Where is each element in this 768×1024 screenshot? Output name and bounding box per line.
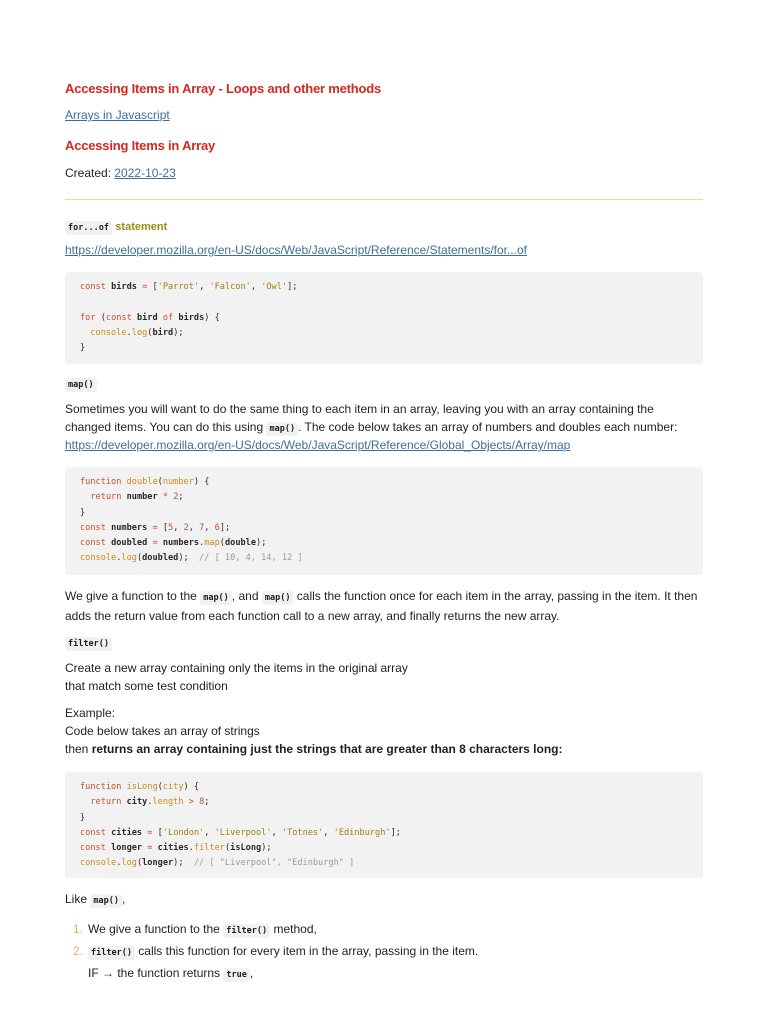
forof-mdn-link[interactable]: https://developer.mozilla.org/en-US/docs/Web/JavaScript/Reference/Statements/for...of xyxy=(65,243,528,257)
list-text: We give a function to the xyxy=(88,922,220,936)
divider xyxy=(65,199,703,200)
code-line xyxy=(80,295,688,310)
map-description xyxy=(65,400,703,438)
code-line: console.log(bird); xyxy=(90,327,184,338)
if-text: IF → the function returns xyxy=(88,966,221,980)
map-explanation xyxy=(65,587,703,625)
list-item xyxy=(65,919,703,941)
code-line: return number * 2; xyxy=(90,492,184,503)
example-label: Example: xyxy=(65,706,116,720)
if-code: true xyxy=(223,968,249,982)
list-item xyxy=(65,963,703,985)
if-comma: , xyxy=(249,966,254,980)
map-expl-text-3: calls the function once for each item in the array, passing in the item. It then adds the return value from each function call to a new array, and finally returns the new array. xyxy=(65,589,698,623)
map-inline-code: map() xyxy=(262,591,294,605)
section-heading: Accessing Items in Array xyxy=(65,138,216,153)
map-expl-text: We give a function to the xyxy=(65,589,197,603)
list-code: filter() xyxy=(88,946,135,960)
list-number: 2. xyxy=(73,944,84,958)
code-line: } xyxy=(80,507,86,518)
filter-desc-line: Create a new array containing only the items in the original array xyxy=(65,661,408,675)
list-item xyxy=(65,941,703,963)
filter-heading-code: filter() xyxy=(65,637,112,651)
code-line: return city.length > 8; xyxy=(90,797,210,808)
code-line: for (const bird of birds) { xyxy=(80,312,220,323)
created-date-link[interactable]: 2022-10-23 xyxy=(114,166,176,180)
code-block-map xyxy=(65,467,703,575)
code-line: } xyxy=(80,343,86,354)
example-then: then xyxy=(65,742,89,756)
code-line: console.log(longer); // [ "Liverpool", "Edinburgh" ] xyxy=(80,858,355,869)
code-line: const longer = cities.filter(isLong); xyxy=(80,843,272,854)
filter-steps-list xyxy=(65,919,703,985)
code-line: console.log(doubled); // [ 10, 4, 14, 12 ] xyxy=(80,553,303,564)
map-heading xyxy=(65,374,703,394)
forof-code: for...of xyxy=(65,221,112,235)
code-line: const birds = ['Parrot', 'Falcon', 'Owl']; xyxy=(80,282,298,292)
map-desc-text: Sometimes you will want to do the same thing to each item in an array, leaving you with an array containing the changed items. You can do this using xyxy=(65,402,654,434)
code-line: } xyxy=(80,812,86,823)
map-heading-code: map() xyxy=(65,378,97,392)
code-line: const numbers = [5, 2, 7, 6]; xyxy=(80,522,231,533)
code-block-filter xyxy=(65,772,703,878)
code-block-forof xyxy=(65,272,703,364)
map-inline-code: map() xyxy=(200,591,232,605)
filter-example xyxy=(65,704,703,758)
forof-label: statement xyxy=(115,221,168,233)
list-text: calls this function for every item in the array, passing in the item. xyxy=(138,944,479,958)
example-bold: returns an array containing just the strings that are greater than 8 characters long: xyxy=(91,742,563,756)
forof-heading xyxy=(65,217,703,237)
filter-description xyxy=(65,659,703,695)
map-inline-code: map() xyxy=(266,422,298,436)
code-line: const doubled = numbers.map(double); xyxy=(80,538,267,549)
map-expl-text-2: , and xyxy=(231,589,259,603)
example-line: Code below takes an array of strings xyxy=(65,724,260,738)
list-number: 1. xyxy=(73,922,84,936)
created-line xyxy=(65,164,703,182)
code-line: function double(number) { xyxy=(80,477,210,487)
list-text: method, xyxy=(273,922,317,936)
like-text: Like xyxy=(65,892,88,906)
like-line xyxy=(65,890,703,910)
list-code: filter() xyxy=(223,924,270,938)
filter-desc-line: that match some test condition xyxy=(65,679,228,693)
filter-heading xyxy=(65,633,703,653)
code-line: const cities = ['London', 'Liverpool', 'Totnes', 'Edinburgh']; xyxy=(80,827,401,838)
like-code: map() xyxy=(90,894,122,908)
parent-page-link[interactable]: Arrays in Javascript xyxy=(65,108,170,122)
created-label: Created: xyxy=(65,166,112,180)
like-comma: , xyxy=(121,892,126,906)
map-desc-text-2: . The code below takes an array of numbers and doubles each number: xyxy=(298,420,678,434)
map-mdn-link[interactable]: https://developer.mozilla.org/en-US/docs/Web/JavaScript/Reference/Global_Objects/Array/map xyxy=(65,438,571,452)
code-line: function isLong(city) { xyxy=(80,782,200,792)
page-title: Accessing Items in Array - Loops and other methods xyxy=(65,81,382,96)
